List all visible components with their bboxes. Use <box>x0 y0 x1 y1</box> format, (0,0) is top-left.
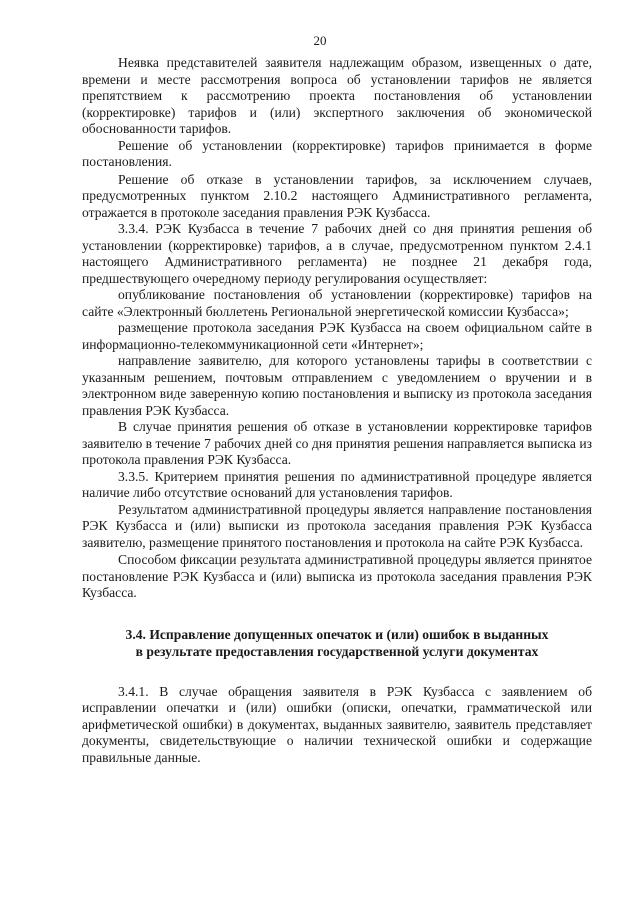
paragraph: Способом фиксации результата административной процедуры является принятое постановление РЭК Кузбасса и (или) выписка из протокола заседания правления РЭК Кузбасса. <box>82 552 592 600</box>
section-paragraph: 3.4.1. В случае обращения заявителя в РЭК Кузбасса с заявлением об исправлении опечатки и (или) ошибки (описки, опечатки, грамматической или арифметической ошибки) в документах, выданных заявителю, заявитель представляет документы, свидетельствующие о наличии технической ошибки и содержащие правильные данные. <box>82 683 592 765</box>
paragraph: опубликование постановления об установлении (корректировке) тарифов на сайте «Электронный бюллетень Региональной энергетической комиссии Кузбасса»; <box>82 287 592 319</box>
paragraph: направление заявителю, для которого установлены тарифы в соответствии с указанным решением, почтовым отправлением с уведомлением о вручении и в электронном виде заверенную копию постановления и выписку из протокола заседания правления РЭК Кузбасса. <box>82 353 592 418</box>
section-heading-line-2: в результате предоставления государственной услуги документах <box>135 643 539 659</box>
page-number: 20 <box>313 33 327 48</box>
section-heading <box>82 626 592 660</box>
paragraph: Неявка представителей заявителя надлежащим образом, извещенных о дате, времени и месте рассмотрения вопроса об установлении тарифов не является препятствием к рассмотрению проекта постановления об установлении (корректировке) тарифов и (или) экспертного заключения об экономической обоснованности тарифов. <box>82 55 592 136</box>
section-heading-line-1: 3.4. Исправление допущенных опечаток и (или) ошибок в выданных <box>125 626 549 642</box>
paragraph: 3.3.5. Критерием принятия решения по административной процедуре является наличие либо отсутствие оснований для установления тарифов. <box>82 468 592 500</box>
paragraph: 3.3.4. РЭК Кузбасса в течение 7 рабочих дней со дня принятия решения об установлении (корректировке) тарифов, а в случае, предусмотренном пунктом 2.4.1 настоящего Административного регламента) не позднее 21 декабря года, предшествующего очередному периоду регулирования осуществляет: <box>82 221 592 286</box>
paragraph: Результатом административной процедуры является направление постановления РЭК Кузбасса и (или) выписки из протокола заседания правления РЭК Кузбасса заявителю, размещение принятого постановления и протокола на сайте РЭК Кузбасса. <box>82 501 592 550</box>
paragraph: размещение протокола заседания РЭК Кузбасса на своем официальном сайте в информационно-телекоммуникационной сети «Интернет»; <box>82 320 592 352</box>
document-body <box>82 55 592 766</box>
paragraph: Решение об установлении (корректировке) тарифов принимается в форме постановления. <box>82 137 592 169</box>
paragraph: Решение об отказе в установлении тарифов, за исключением случаев, предусмотренных пунктом 2.10.2 настоящего Административного регламента, отражается в протоколе заседания правления РЭК Кузбасса. <box>82 171 592 220</box>
paragraph: В случае принятия решения об отказе в установлении корректировке тарифов заявителю в течение 7 рабочих дней со дня принятия решения направляется выписка из протокола правления РЭК Кузбасса. <box>82 419 592 467</box>
